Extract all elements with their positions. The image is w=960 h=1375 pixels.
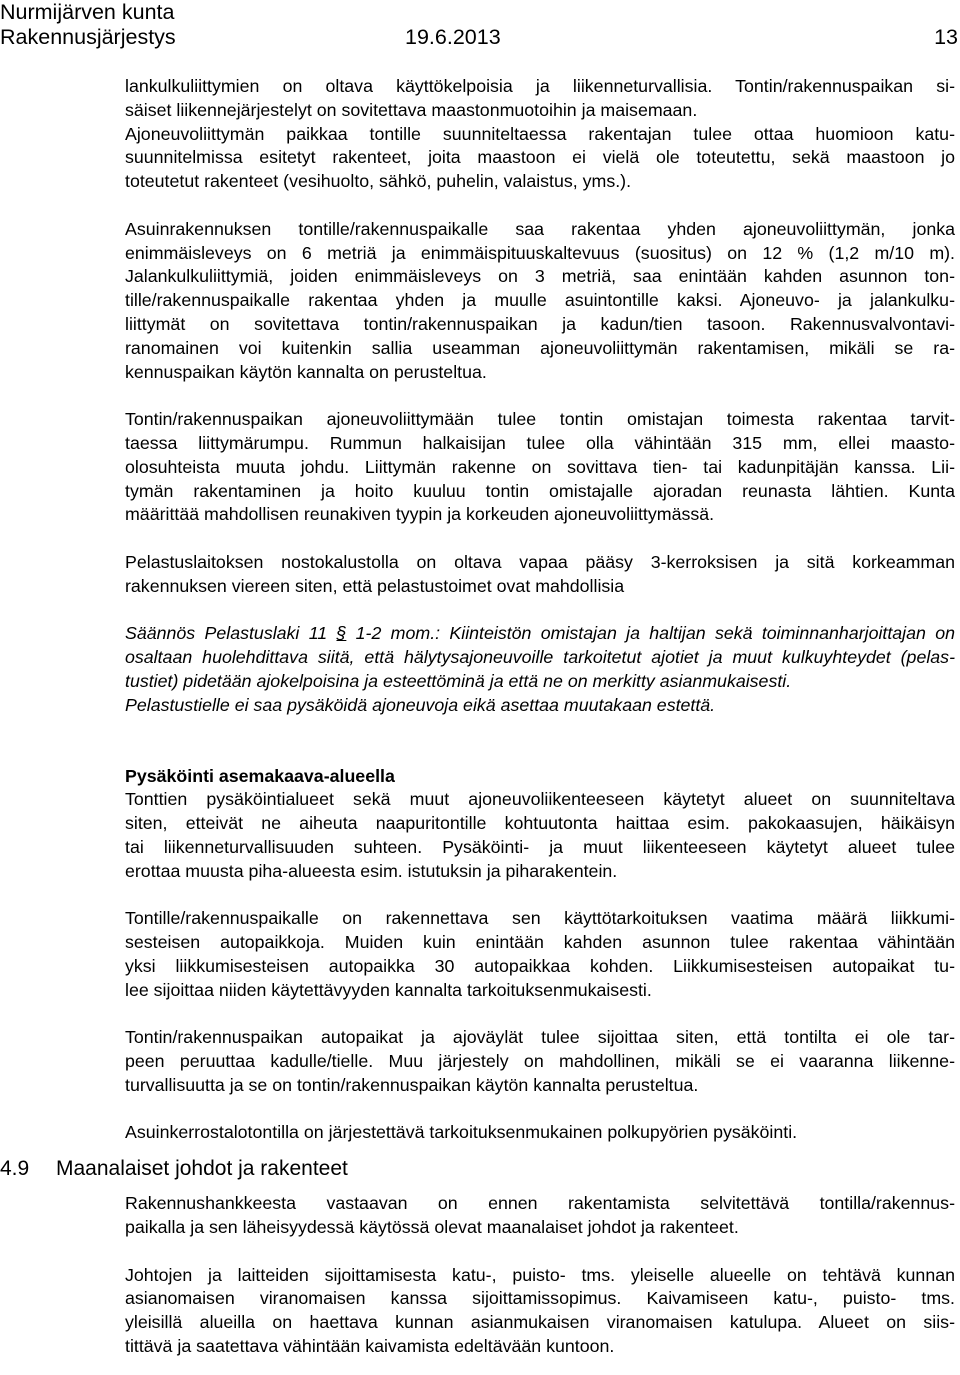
text-line: rakennuksen viereen siten, että pelastustoimet ovat mahdollisia <box>125 575 625 596</box>
text-line: siten, etteivät ne aiheuta naapuritontille kohtuutonta haittaa esim. pakokaasujen, häikäisyn <box>125 813 955 834</box>
statute-quote <box>125 622 955 717</box>
text-line: paikalla ja sen läheisyydessä käytössä olevat maanalaiset johdot ja rakenteet. <box>125 1217 739 1238</box>
text-line: lankulkuliittymien on oltava käyttökelpoisia ja liikenneturvallisia. Tontin/rakennuspaikan si- <box>125 76 955 96</box>
paragraph-bicycle-parking <box>125 1121 955 1145</box>
header-document-title: Rakennusjärjestys <box>0 25 176 49</box>
text-line: Asuinkerrostalotontilla on järjestettävä tarkoituksenmukainen polkupyörien pysäköinti. <box>125 1122 798 1143</box>
text-line: tymän rakentaminen ja hoito kuuluu tontin omistajalle ajoradan reunasta lähtien. Kunta <box>125 480 955 501</box>
paragraph-accessible-parking <box>125 907 955 1002</box>
text-line: Tontille/rakennuspaikalle on rakennettava sen käyttötarkoituksen vaatima määrä liikkumi- <box>125 908 955 929</box>
section-heading-4-9 <box>0 1157 348 1181</box>
text-line: Asuinrakennuksen tontille/rakennuspaikalle saa rakentaa yhden ajoneuvoliittymän, jonka <box>125 218 955 239</box>
text-line: erottaa muusta piha-alueesta esim. istutuksin ja piharakentein. <box>125 860 618 881</box>
text-line: lee sijoittaa niiden käytettävyyden kannalta tarkoituksenmukaisesti. <box>125 979 652 1000</box>
section-title: Maanalaiset johdot ja rakenteet <box>56 1157 348 1180</box>
header-page-number: 13 <box>934 25 958 49</box>
text-line: tittävä ja saatettava vähintään kaivamista edeltävään kuntoon. <box>125 1336 615 1357</box>
text-line: Tontin/rakennuspaikan ajoneuvoliittymään tulee tontin omistajan toimesta rakentaa tarvit- <box>125 409 955 430</box>
text-line: toteutetut rakenteet (vesihuolto, sähkö, puhelin, valaistus, yms.). <box>125 171 632 192</box>
text-line: olosuhteista muuta johdu. Liittymän rakenne on sovittava tien- tai kadunpitäjän kanssa. Lii- <box>125 456 955 477</box>
paragraph-placement-agreement <box>125 1264 955 1359</box>
text-line: tai liikenneturvallisuuden suhteen. Pysäköinti- ja muut liikenteeseen käytetyt alueet tulee <box>125 836 955 857</box>
text-line: kennuspaikan käytön kannalta on perusteltua. <box>125 361 487 382</box>
text-line: tille/rakennuspaikalle rakentaa yhden ja muulle asuintontille kaksi. Ajoneuvo- ja jalankulku- <box>125 290 955 311</box>
text-line: yksi liikkumisesteisen autopaikka 30 autopaikkaa kohden. Liikkumisesteisen autopaikat tu- <box>125 955 955 976</box>
text-line: asianomaisen viranomaisen kanssa sijoittamissopimus. Kaivamiseen katu-, puisto- tms. <box>125 1288 955 1309</box>
section-sign: § <box>336 623 347 644</box>
text-line: osaltaan huolehdittava siitä, että hälytysajoneuvoille tarkoitetut ajotiet ja muut kulkuyhteydet (pelas- <box>125 647 955 668</box>
statute-first-line: Säännös Pelastuslaki 11 § 1-2 mom.: Kiinteistön omistajan ja haltijan sekä toiminnanharjoittajan on <box>125 623 955 644</box>
text-line: säiset liikennejärjestelyt on sovitettava maastonmuotoihin ja maisemaan. <box>125 99 698 120</box>
text-line: taessa liittymärumpu. Rummun halkaisijan tulee olla vähintään 315 mm, ellei maasto- <box>125 432 955 453</box>
text-line: sesteisen autopaikkoja. Muiden kuin enintään kahden asunnon tulee rakentaa vähintään <box>125 932 955 953</box>
text-line: Tontin/rakennuspaikan autopaikat ja ajoväylät tulee sijoittaa siten, että tontilta ei ole tar- <box>125 1027 955 1048</box>
paragraph-intro <box>125 75 955 194</box>
text-line: turvallisuutta ja se on tontin/rakennuspaikan käytön kannalta perusteltua. <box>125 1074 699 1095</box>
subheading-parking: Pysäköinti asemakaava-alueella <box>125 765 395 786</box>
text-line: Ajoneuvoliittymän paikkaa tontille suunniteltaessa rakentajan tulee ottaa huomioon katu- <box>125 123 955 144</box>
text-line: Johtojen ja laitteiden sijoittamisesta katu-, puisto- tms. yleiselle alueelle on tehtävä kunnan <box>125 1264 955 1285</box>
section-number: 4.9 <box>0 1157 30 1180</box>
text-line: tustiet) pidetään ajokelpoisina ja esteettöminä ja että ne on merkitty asianmukaisesti. <box>125 670 792 691</box>
text-line: peen peruuttaa kadulle/tielle. Muu järjestely on mahdollinen, mikäli se ei vaaranna liikenne- <box>125 1051 955 1072</box>
text-line: Pelastuslaitoksen nostokalustolla on oltava vapaa pääsy 3-kerroksisen ja sitä korkeamman <box>125 551 955 572</box>
text-line: Pelastustielle ei saa pysäköidä ajoneuvoja eikä asettaa muutakaan estettä. <box>125 694 716 715</box>
paragraph-vehicle-access <box>125 218 955 385</box>
text-line: yleisillä alueilla on haettava kunnan asianmukaisen viranomaisen katulupa. Alueet on siis- <box>125 1312 955 1333</box>
paragraph-underground-survey <box>125 1192 955 1240</box>
text-line: Tonttien pysäköintialueet sekä muut ajoneuvoliikenteeseen käytetyt alueet on suunniteltava <box>125 789 955 810</box>
statute-lead: Säännös Pelastuslaki 11 § 1-2 mom. <box>125 623 436 644</box>
text-line: Rakennushankkeesta vastaavan on ennen rakentamista selvitettävä tontilla/rakennus- <box>125 1193 955 1214</box>
text-line: Jalankulkuliittymiä, joiden enimmäisleveys on 3 metriä, saa enintään kahden asunnon ton- <box>125 266 955 287</box>
header-municipality: Nurmijärven kunta <box>0 0 175 24</box>
paragraph-rescue-access <box>125 551 955 599</box>
text-line: enimmäisleveys on 6 metriä ja enimmäispituuskaltevuus (suositus) on 12 % (1,2 m/10 m). <box>125 242 955 263</box>
text-line: suunnitelmissa esitetyt rakenteet, joita maastoon ei vielä ole toteutettu, sekä maastoon jo <box>125 147 955 168</box>
paragraph-parking-placement <box>125 1026 955 1097</box>
paragraph-parking-areas <box>125 788 955 883</box>
text-line: ranomainen voi kuitenkin sallia useamman ajoneuvoliittymän rakentamisen, mikäli se ra- <box>125 337 955 358</box>
text-line: määrittää mahdollisen reunakiven tyypin ja korkeuden ajoneuvoliittymässä. <box>125 504 715 525</box>
header-date: 19.6.2013 <box>405 25 501 49</box>
text-line: liittymät on sovitettava tontin/rakennuspaikan ja kadun/tien tasoon. Rakennusvalvontavi- <box>125 313 955 334</box>
paragraph-culvert <box>125 408 955 527</box>
